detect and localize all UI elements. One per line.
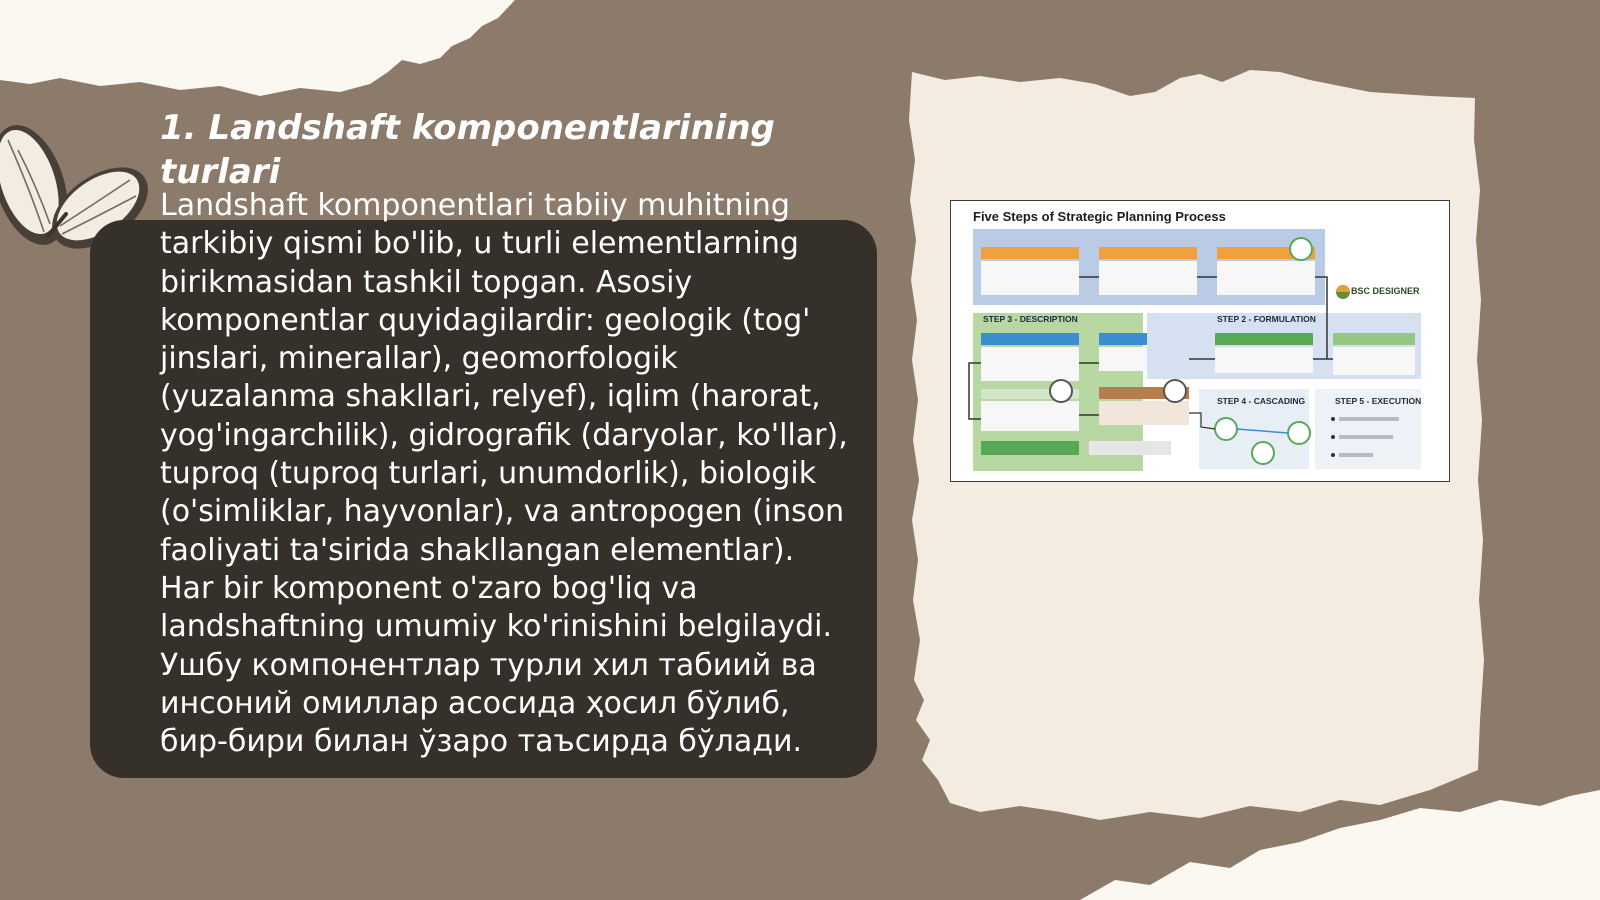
step1-box-3 bbox=[1217, 261, 1315, 295]
cascade-node bbox=[1215, 418, 1237, 440]
torn-paper-top-left bbox=[0, 0, 515, 96]
step5-label: STEP 5 - EXECUTION bbox=[1335, 396, 1422, 406]
step2-header-1 bbox=[1215, 333, 1313, 345]
figure-diagram bbox=[951, 201, 1451, 483]
body-line: Landshaft komponentlari tabiiy muhitning bbox=[160, 188, 790, 223]
target-icon bbox=[1290, 238, 1312, 260]
slide-body-text bbox=[160, 187, 860, 761]
cascade-node bbox=[1252, 442, 1274, 464]
figure-title: Five Steps of Strategic Planning Process bbox=[973, 209, 1226, 224]
step2-label: STEP 2 - FORMULATION bbox=[1217, 314, 1316, 324]
step4-label: STEP 4 - CASCADING bbox=[1217, 396, 1306, 406]
step3-header-1 bbox=[981, 333, 1079, 345]
body-line: yog'ingarchilik), gidrografik (daryolar, ko'llar), bbox=[160, 417, 848, 453]
body-line: birikmasidan tashkil topgan. Asosiy bbox=[160, 264, 693, 300]
body-line: (o'simliklar, hayvonlar), va antropogen (inson bbox=[160, 494, 845, 530]
body-line: инсоний омиллар асосида ҳосил бўлиб, bbox=[160, 685, 790, 721]
gauge-icon bbox=[1050, 380, 1072, 402]
body-line: jinslari, minerallar), geomorfologik bbox=[160, 341, 678, 377]
strategic-planning-figure bbox=[950, 200, 1450, 482]
step3-footer-2 bbox=[1089, 441, 1171, 455]
body-line: Har bir komponent o'zaro bog'liq va bbox=[160, 570, 698, 606]
body-line: faoliyati ta'sirida shakllangan elementlar). bbox=[160, 532, 795, 568]
step3-box-1 bbox=[981, 347, 1079, 381]
step3-box-4 bbox=[1099, 401, 1189, 425]
body-line: tarkibiy qismi bo'lib, u turli elementlarning bbox=[160, 226, 799, 262]
step1-header-2 bbox=[1099, 247, 1197, 259]
step3-footer-1 bbox=[981, 441, 1079, 455]
step2-box-2 bbox=[1333, 347, 1415, 375]
slide-title-line: turlari bbox=[160, 152, 281, 192]
body-line: komponentlar quyidagilardir: geologik (tog' bbox=[160, 302, 811, 338]
step3-label: STEP 3 - DESCRIPTION bbox=[983, 314, 1078, 324]
step1-box-2 bbox=[1099, 261, 1197, 295]
body-line: Ушбу компонентлар турли хил табиий ва bbox=[160, 647, 817, 683]
step2-box-1 bbox=[1215, 347, 1313, 373]
cascade-node bbox=[1288, 422, 1310, 444]
list-icon bbox=[1164, 380, 1186, 402]
body-line: landshaftning umumiy ko'rinishini belgilaydi. bbox=[160, 609, 833, 645]
body-line: бир-бири билан ўзаро таъсирда бўлади. bbox=[160, 724, 803, 760]
step2-header-2 bbox=[1333, 333, 1415, 345]
brand-logo-half bbox=[1336, 285, 1350, 292]
slide-title-line: 1. Landshaft komponentlarining bbox=[160, 108, 775, 148]
step3-box-3 bbox=[981, 401, 1079, 431]
brand-label: BSC DESIGNER bbox=[1351, 286, 1420, 296]
body-line: tuproq (tuproq turlari, unumdorlik), biologik bbox=[160, 456, 817, 492]
body-line: (yuzalanma shakllari, relyef), iqlim (harorat, bbox=[160, 379, 821, 415]
step1-header-1 bbox=[981, 247, 1079, 259]
step1-box-1 bbox=[981, 261, 1079, 295]
slide-title bbox=[160, 106, 860, 194]
